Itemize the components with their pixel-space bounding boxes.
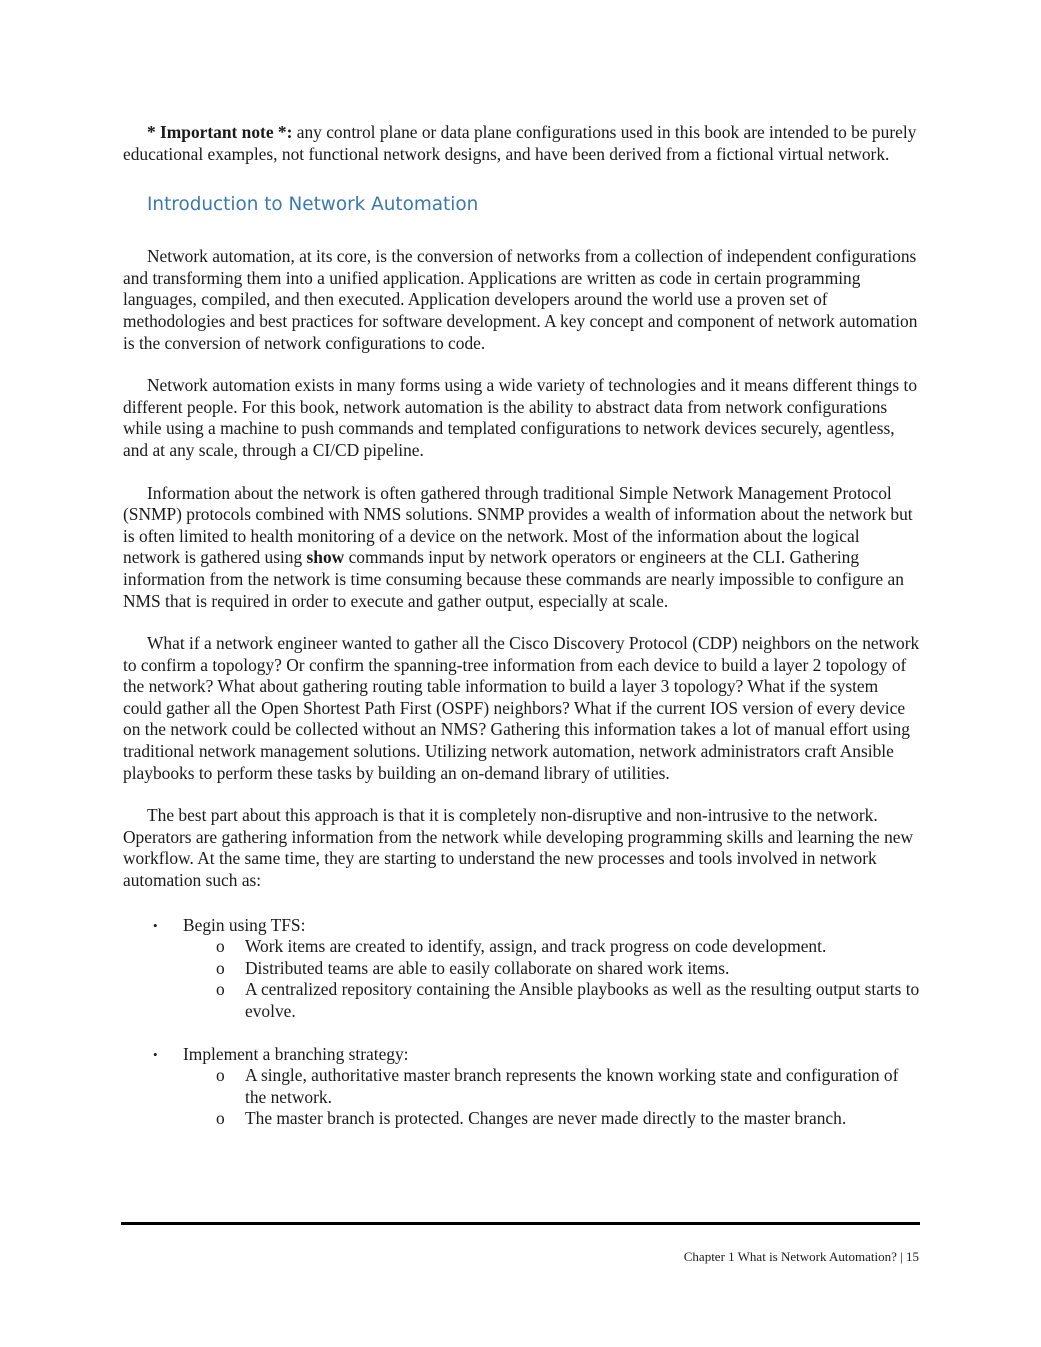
sub-item-text: The master branch is protected. Changes are never made directly to the master branch. [245,1108,847,1129]
paragraph-1: Network automation, at its core, is the conversion of networks from a collection of independent configurations and transforming them into a unified application. Applications are written as code in certain programming languages, compiled, and then executed. Application developers around the world use a proven set of methodologies and best practices for software development. A key concept and component of network automation is the conversion of network configurations to code. [123,246,918,353]
sub-item-text: A centralized repository containing the Ansible playbooks as well as the resulting output starts to evolve. [245,979,920,1021]
paragraph-3-after: commands input by network operators or engineers at the CLI. Gathering information from the network is time consuming because these commands are nearly impossible to configure an NMS that is required in order to execute and gather output, especially at scale. [123,547,904,611]
bullet-item [123,1044,920,1130]
sub-list [183,936,920,1022]
section-heading: Introduction to Network Automation [147,194,479,216]
important-note-label: * Important note *: [147,122,293,142]
sub-item-text: Work items are created to identify, assign, and track progress on code development. [245,936,827,957]
bullet-list [123,915,920,1130]
footer-rule [121,1222,920,1225]
page-footer: Chapter 1 What is Network Automation? | 15 [683,1249,919,1264]
sub-item [123,958,920,980]
paragraph-3 [123,483,920,613]
paragraph-3-before: Information about the network is often gathered through traditional Simple Network Management Protocol (SNMP) protocols combined with NMS solutions. SNMP provides a wealth of information about the network but is often limited to health monitoring of a device on the network. Most of the information about the logical network is gathered using [123,482,913,568]
sub-item [123,1065,920,1108]
bullet-label: Begin using TFS: [183,914,306,935]
bullet-icon: • [153,1046,158,1062]
bullet-label: Implement a branching strategy: [183,1043,409,1064]
paragraph-2: Network automation exists in many forms using a wide variety of technologies and it means different things to different people. For this book, network automation is the ability to abstract data from network configurations while using a machine to push commands and templated configurations to network devices securely, agentless, and at any scale, through a CI/CD pipeline. [123,375,918,460]
bullet-icon: • [153,917,158,933]
circle-bullet-icon: o [216,936,225,957]
sub-item [123,979,920,1022]
page-body [123,122,920,1151]
sub-item-text: Distributed teams are able to easily collaborate on shared work items. [245,957,730,978]
circle-bullet-icon: o [216,1108,225,1129]
sub-list [183,1065,920,1130]
sub-item [123,1108,920,1130]
paragraph-5: The best part about this approach is that it is completely non-disruptive and non-intrusive to the network. Operators are gathering information from the network while developing programming skills and learning the new workflow. At the same time, they are starting to understand the new processes and tools involved in network automation such as: [123,805,914,891]
important-note [123,122,920,165]
paragraph-4: What if a network engineer wanted to gather all the Cisco Discovery Protocol (CDP) neighbors on the network to confirm a topology? Or confirm the spanning-tree information from each device to build a layer 2 topology of the network? What about gathering routing table information to build a layer 3 topology? What if the system could gather all the Open Shortest Path First (OSPF) neighbors? What if the current IOS version of every device on the network could be collected without an NMS? Gathering this information takes a lot of manual effort using traditional network management solutions. Utilizing network automation, network administrators craft Ansible playbooks to perform these tasks by building an on-demand library of utilities. [123,633,920,783]
sub-item-text: A single, authoritative master branch represents the known working state and configuration of the network. [245,1065,899,1107]
circle-bullet-icon: o [216,1065,225,1086]
circle-bullet-icon: o [216,979,225,1000]
sub-item [123,936,920,958]
show-command: show [306,547,345,568]
circle-bullet-icon: o [216,957,225,978]
important-note-text: any control plane or data plane configurations used in this book are intended to be purely educational examples, not functional network designs, and have been derived from a fictional virtual network. [123,122,917,164]
bullet-item [123,915,920,1023]
